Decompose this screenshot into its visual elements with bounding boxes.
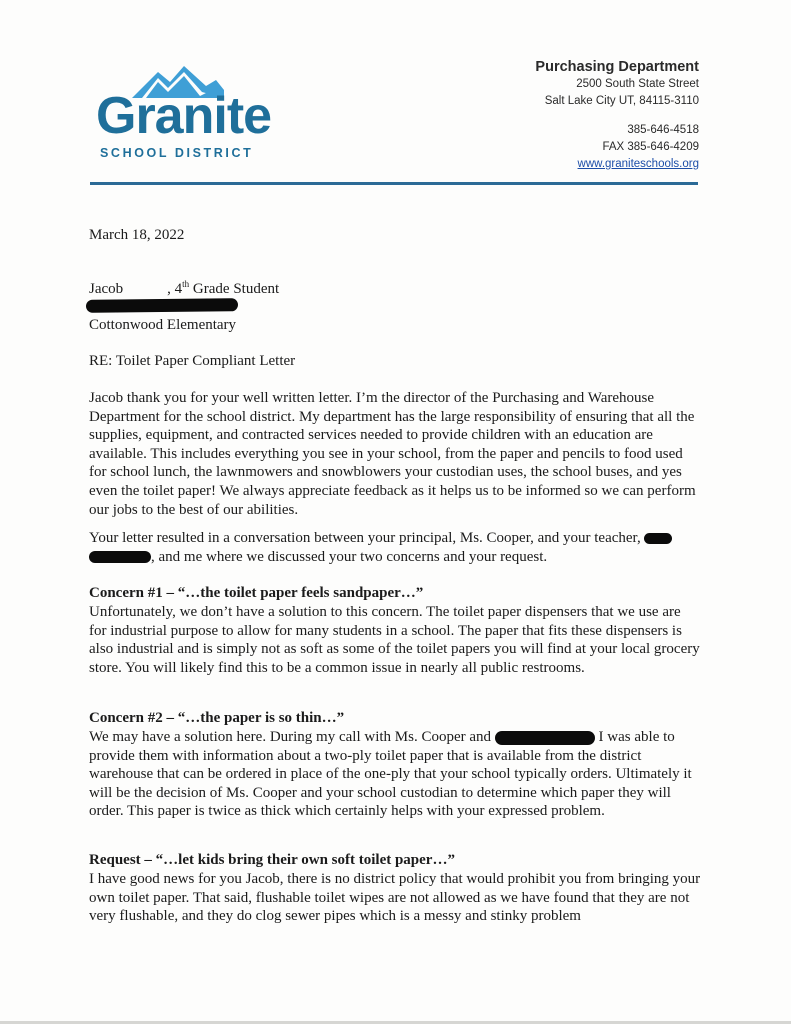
school-name: Cottonwood Elementary bbox=[89, 317, 237, 333]
concern-2-text-a: We may have a solution here. During my call with Ms. Cooper and bbox=[89, 729, 492, 745]
concern-1-heading: Concern #1 – “…the toilet paper feels sandpaper…” bbox=[89, 585, 424, 601]
redaction-mark bbox=[495, 731, 595, 745]
redaction-mark bbox=[86, 298, 238, 313]
concern-2-text-b: I was able to provide them with information about a two-ply toilet paper that is available from the district warehouse that can be ordered in place of the one-ply that your school typically orders. Ultimately it will be the decision of Ms. Cooper and your school custodian to determine which paper they will order. This paper is twice as thick which certainly helps with your expressed problem. bbox=[89, 729, 692, 820]
logo-wordmark: Granite bbox=[96, 87, 272, 145]
recipient-name: Jacob bbox=[89, 281, 124, 297]
granite-logo bbox=[96, 64, 286, 164]
recipient-line bbox=[89, 280, 279, 299]
recipient-grade: , 4 bbox=[167, 281, 183, 297]
address-line-2: Salt Lake City UT, 84115-3110 bbox=[544, 95, 699, 107]
address-line-1: 2500 South State Street bbox=[576, 78, 699, 90]
conversation-text-b: , and me where we discussed your two concerns and your request. bbox=[151, 548, 548, 565]
logo-subtitle: SCHOOL DISTRICT bbox=[100, 146, 254, 160]
re-line: RE: Toilet Paper Compliant Letter bbox=[89, 353, 296, 369]
department-name: Purchasing Department bbox=[535, 59, 699, 75]
fax-number: FAX 385-646-4209 bbox=[602, 141, 699, 153]
phone-number: 385-646-4518 bbox=[627, 124, 699, 136]
conversation-paragraph bbox=[89, 529, 701, 566]
request-body bbox=[89, 870, 701, 926]
request-heading: Request – “…let kids bring their own soft toilet paper…” bbox=[89, 852, 455, 868]
department-contact bbox=[535, 58, 699, 173]
intro-paragraph bbox=[89, 389, 701, 519]
concern-2-body bbox=[89, 728, 701, 821]
redaction-mark bbox=[644, 533, 672, 544]
header-divider bbox=[90, 182, 698, 185]
recipient-title: Grade Student bbox=[189, 281, 280, 297]
concern-2-heading: Concern #2 – “…the paper is so thin…” bbox=[89, 710, 345, 726]
website-link[interactable]: www.graniteschools.org bbox=[577, 158, 699, 170]
concern-1-text: Unfortunately, we don’t have a solution to this concern. The toilet paper dispensers that we use are for industrial purpose to allow for many students in a school. The paper that fits these dispensers is also industrial and is simply not as soft as some of the toilet papers you will find at your local grocery store. You will likely find this to be a common issue in nearly all public restrooms. bbox=[89, 604, 700, 676]
concern-1-body bbox=[89, 603, 701, 677]
request-text: I have good news for you Jacob, there is no district policy that would prohibit you from bringing your own toilet paper. That said, flushable toilet wipes are not allowed as we have found that they are not very flushable, and they do clog sewer pipes which is a messy and stinky problem bbox=[89, 871, 701, 925]
redaction-mark bbox=[89, 551, 151, 563]
intro-text: Jacob thank you for your well written letter. I’m the director of the Purchasing and Warehouse Department for the school district. My department has the large responsibility of ensuring that all the supplies, equipment, and contracted services needed to provide children with an education are available. This includes everything you see in your school, from the paper and pencils to food used for school lunch, the lawnmowers and snowblowers your custodian uses, the school buses, and yes even the toilet paper! We always appreciate feedback as it helps us to be informed so we can perform our jobs to the best of our abilities. bbox=[89, 390, 696, 518]
recipient-grade-suffix: th bbox=[182, 279, 190, 289]
conversation-text-a: Your letter resulted in a conversation between your principal, Ms. Cooper, and your teacher, bbox=[89, 530, 641, 546]
letter-date: March 18, 2022 bbox=[89, 227, 185, 243]
